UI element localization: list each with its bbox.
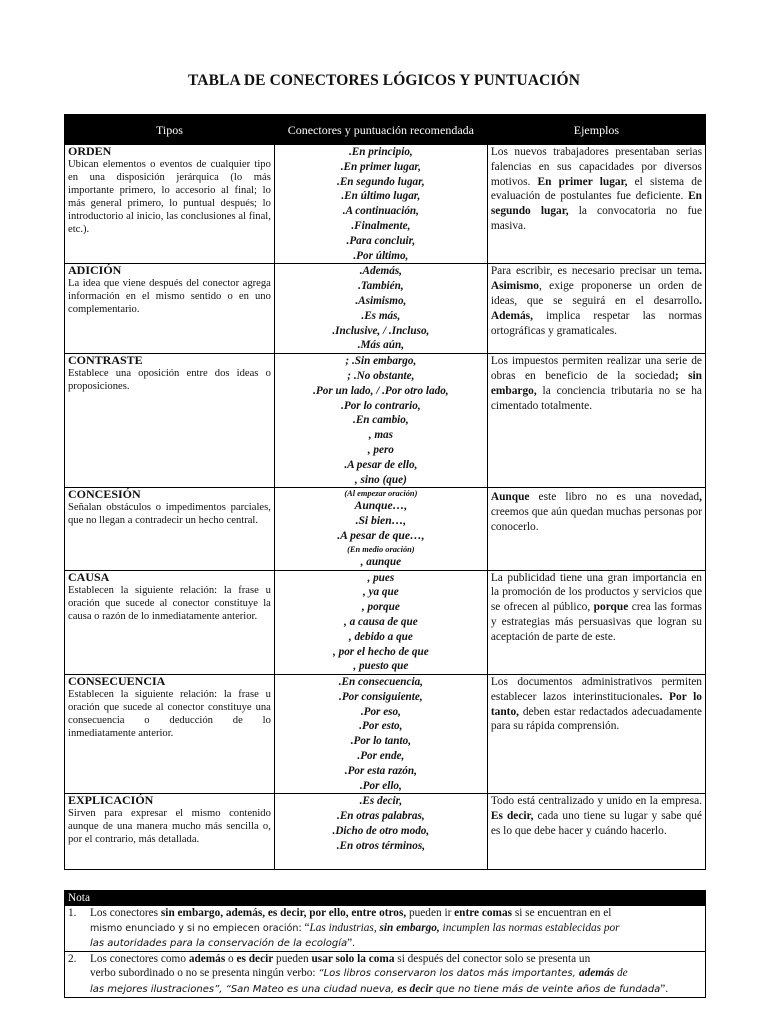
table-row (65, 488, 706, 570)
table-row (65, 145, 706, 264)
note-emphasis: además (188, 953, 226, 966)
example-text: deben estar redactados adecuadamente para su rápida comprensión. (490, 705, 702, 733)
connectors-cell (274, 488, 487, 570)
connector: , aunque (360, 555, 402, 568)
example-connector: porque (593, 601, 629, 614)
type-cell (65, 794, 275, 870)
connector: .Además, (359, 265, 402, 278)
example-text: la conciencia tributaria no se ha cimentado totalmente. (490, 384, 702, 412)
note-example-connector: es decir (397, 982, 433, 995)
connector: .En otras palabras, (337, 810, 425, 823)
connector: .Por lo tanto, (350, 735, 411, 748)
type-description: Establecen la siguiente relación: la frase u oración que sucede al conector constituye una consecuencia o deducción de lo inmediatamente anterior. (68, 689, 271, 740)
type-description: Establecen la siguiente relación: la frase u oración que sucede al conector constituye la causa o razón de lo inmediatamente anterior. (68, 584, 271, 622)
header-ejemplos: Ejemplos (487, 115, 705, 145)
type-cell (65, 354, 275, 488)
header-tipos: Tipos (65, 115, 275, 145)
note-number: 2. (68, 953, 77, 966)
note-text: mismo enunciado y si no empiecen oración (90, 922, 299, 934)
type-description: La idea que viene después del conector agrega información en el mismo sentido o en uno complementario. (68, 278, 271, 316)
type-name: ADICIÓN (68, 263, 122, 278)
note-text: pueden (273, 953, 312, 966)
note-text: ”. (660, 982, 669, 995)
type-description: Señalan obstáculos o impedimentos parciales, que no llegan a contradecir un hecho central. (68, 502, 271, 527)
table-row (65, 264, 706, 354)
note-item (65, 952, 706, 998)
example-cell (487, 570, 705, 675)
example-connector: En primer lugar, (537, 175, 628, 188)
example-connector: . Asimismo (490, 265, 702, 293)
connector: .En segundo lugar, (337, 175, 425, 188)
connector: , porque (361, 601, 400, 614)
header-conectores: Conectores y puntuación recomendada (274, 115, 487, 145)
type-name: CONTRASTE (68, 353, 143, 368)
type-name: EXPLICACIÓN (68, 793, 154, 808)
example-connector: . Además, (490, 294, 702, 322)
example-cell (487, 488, 705, 570)
connector-position-note: (Al empezar oración) (344, 489, 418, 499)
example-text: el sistema de evaluación de postulantes fue deficiente. (490, 175, 703, 203)
table-header-row (65, 115, 706, 145)
connector: .En primer lugar, (340, 160, 421, 173)
note-item (65, 906, 706, 952)
type-cell (65, 570, 275, 675)
example-text: este libro no es una novedad (529, 491, 700, 504)
example-connector: Es decir, (490, 810, 534, 823)
type-description: Ubican elementos o eventos de cualquier tipo en una disposición jerárquica (lo más importante primero, lo accesorio al final; lo más general primero, lo puntual después; lo introductorio al inicio, las conclusiones al final, etc.). (68, 159, 271, 235)
example-cell (487, 145, 705, 264)
connector: , mas (368, 429, 393, 442)
connector: .Inclusive, / .Incluso, (332, 324, 430, 337)
example-text: La publicidad tiene una gran importancia en la promoción de los productos y servicios que se ofrecen al público, (490, 571, 702, 614)
connector: , pues (367, 571, 395, 584)
note-example-connector: sin embargo, (379, 921, 440, 934)
example-text: cada uno tiene su lugar y sabe qué es lo que debe hacer y cuándo hacerlo. (490, 810, 702, 838)
table-row (65, 354, 706, 488)
note-text: ”. (347, 936, 355, 949)
table-row (65, 570, 706, 675)
note-example: las mejores ilustraciones”, “San Mateo es una ciudad nueva, (90, 983, 398, 995)
connector: .Para concluir, (346, 234, 416, 247)
note-text: Los conectores (90, 907, 161, 920)
type-cell (65, 488, 275, 570)
connectors-cell (274, 570, 487, 675)
connector: .En otros términos, (336, 839, 425, 852)
connector-position-note: (En medio oración) (347, 544, 415, 554)
note-example: las autoridades para la conservación de la ecología (90, 937, 348, 949)
example-text: creemos que aún quedan muchas personas por conocerlo. (490, 506, 702, 533)
note-text: o (225, 953, 237, 966)
connector: .Por eso, (360, 705, 401, 718)
connector: .Por ello, (359, 779, 402, 792)
example-text: Los impuestos permiten realizar una serie de obras en beneficio de la sociedad (490, 355, 702, 382)
note-box (64, 890, 706, 998)
connectors-cell (274, 794, 487, 870)
note-text: : “ (298, 921, 310, 934)
example-text: implica respetar las normas ortográficas y gramaticales. (490, 309, 702, 337)
connector: , sino (que) (354, 473, 407, 486)
example-text: crea las formas y estrategias más persuasivas que logran su aceptación de parte de este. (490, 601, 702, 643)
type-cell (65, 145, 275, 264)
example-text: Para escribir, es necesario precisar un tema (490, 265, 700, 278)
connectors-cell (274, 675, 487, 794)
type-cell (65, 675, 275, 794)
note-text: Los conectores como (90, 953, 189, 966)
connector: .Asimismo, (355, 294, 407, 307)
connector: .También, (358, 280, 404, 293)
connectors-cell (274, 354, 487, 488)
connector: .En consecuencia, (338, 676, 423, 689)
connectors-cell (274, 145, 487, 264)
connector: .Por esta razón, (344, 764, 417, 777)
connector: .Por consiguiente, (339, 690, 423, 703)
note-example: incumplen las normas establecidas por (439, 921, 620, 934)
connector: , debido a que (348, 630, 413, 643)
table-row (65, 794, 706, 870)
type-description: Sirven para expresar el mismo contenido aunque de una manera mucho más sencilla o, por el contrario, más detallada. (68, 808, 271, 846)
example-cell (487, 264, 705, 354)
type-name: CAUSA (68, 569, 110, 584)
note-example: que no tiene más de veinte años de fundada (432, 983, 661, 995)
note-emphasis: es decir (236, 953, 274, 966)
note-number: 1. (68, 907, 77, 920)
connector: .Finalmente, (351, 219, 411, 232)
connector: .A pesar de que…, (337, 528, 425, 542)
example-cell (487, 794, 705, 870)
example-cell (487, 354, 705, 488)
example-text: Todo está centralizado y unido en la empresa. (490, 795, 702, 808)
connector: ; .No obstante, (347, 369, 415, 382)
connector: .Por un lado, / .Por otro lado, (313, 384, 449, 397)
note-text: verbo subordinado o no se presenta ningún verbo: (90, 967, 319, 980)
connector: .A continuación, (342, 205, 419, 218)
note-example: de (614, 967, 628, 980)
connector: ; .Sin embargo, (345, 355, 417, 368)
example-cell (487, 675, 705, 794)
connector: , a causa de que (344, 615, 418, 628)
note-emphasis: sin embargo, además, es decir, por ello, entre otros, (160, 907, 407, 920)
note-emphasis: entre comas (454, 907, 512, 920)
type-cell (65, 264, 275, 354)
example-connector: Aunque (490, 491, 530, 504)
type-name: ORDEN (68, 144, 112, 158)
note-example: Las industrias, (309, 921, 380, 934)
example-text: , exige proponerse un orden de ideas, que se seguirá en el desarrollo (490, 280, 702, 307)
note-example: “Los libros conservaron los datos más importantes, (318, 968, 579, 980)
connector: .Es decir, (359, 795, 403, 808)
example-text: Los documentos administrativos permiten establecer lazos interinstitucionales (490, 676, 702, 703)
type-description: Establece una oposición entre dos ideas o proposiciones. (68, 368, 271, 393)
connector: .Es más, (361, 309, 401, 322)
type-name: CONCESIÓN (68, 487, 141, 502)
connector: .En cambio, (353, 414, 409, 427)
connector: .A pesar de ello, (344, 458, 418, 471)
connector: .Por último, (353, 249, 409, 262)
connector: .Por ende, (357, 750, 405, 763)
example-connector: ; sin embargo, (490, 369, 703, 397)
connectors-cell (274, 264, 487, 354)
document-title: TABLA DE CONECTORES LÓGICOS Y PUNTUACIÓN (188, 72, 580, 89)
connector: , ya que (362, 586, 399, 599)
note-emphasis: usar solo la coma (311, 953, 395, 966)
connector: .Dicho de otro modo, (332, 825, 430, 838)
connector: , puesto que (353, 660, 409, 673)
connector: .Por esto, (359, 720, 403, 733)
note-heading: Nota (65, 891, 706, 906)
note-text: si se encuentran en el (512, 907, 612, 920)
example-connector: En segundo lugar, (490, 190, 702, 218)
connector: .Por lo contrario, (341, 399, 421, 412)
example-connector: . Por lo tanto, (490, 690, 702, 718)
connector: .En último lugar, (341, 190, 421, 203)
example-text: la convocatoria no fue masiva. (490, 205, 702, 232)
connector: .En principio, (348, 146, 413, 158)
note-example-connector: además (578, 967, 615, 980)
example-text: Los nuevos trabajadores presentaban serias falencias en sus capacidades por diversos motivos. (490, 146, 702, 188)
connector: Aunque…, (354, 499, 408, 513)
connector: , por el hecho de que (333, 645, 429, 658)
connector: , pero (367, 443, 394, 456)
example-connector: , (699, 491, 702, 504)
connector: .Más aún, (357, 339, 405, 352)
type-name: CONSECUENCIA (68, 674, 166, 689)
table-row (65, 675, 706, 794)
connector: .Si bien…, (355, 514, 407, 528)
note-text: si después del conector solo se presenta un (394, 953, 591, 966)
note-text: pueden ir (406, 907, 455, 920)
connectors-table (64, 114, 706, 870)
